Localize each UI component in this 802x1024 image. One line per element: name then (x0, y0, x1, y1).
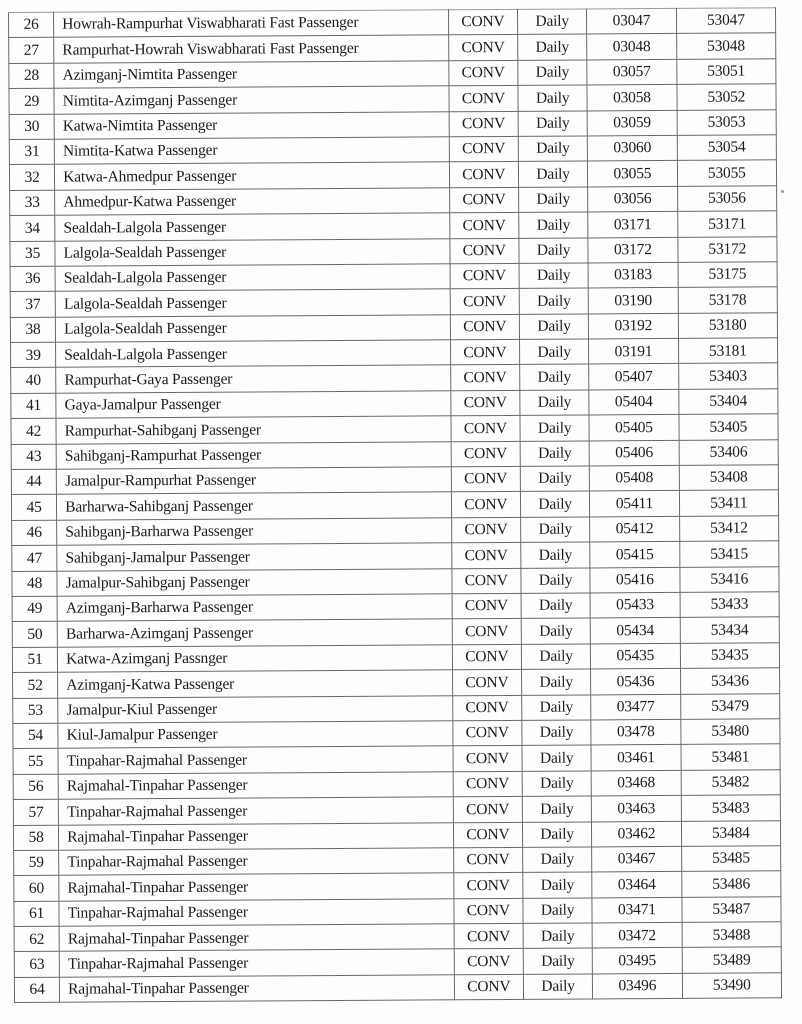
train-name-cell: Rajmahal-Tinpahar Passenger (59, 873, 454, 901)
new-train-number-cell: 53172 (677, 236, 777, 262)
frequency-cell: Daily (521, 568, 590, 594)
new-train-number-cell: 53056 (677, 186, 777, 212)
frequency-cell: Daily (518, 34, 587, 60)
new-train-number-cell: 53434 (680, 617, 780, 643)
rake-type-cell: CONV (451, 466, 520, 492)
train-name-cell: Jamalpur-Rampurhat Passenger (56, 467, 451, 495)
train-name-cell: Tinpahar-Rajmahal Passenger (58, 746, 453, 774)
frequency-cell: Daily (517, 9, 586, 35)
old-train-number-cell: 05407 (589, 364, 678, 390)
old-train-number-cell: 05404 (589, 389, 678, 415)
new-train-number-cell: 53433 (680, 592, 780, 618)
serial-number-cell: 33 (10, 190, 55, 216)
new-train-number-cell: 53047 (676, 8, 776, 34)
serial-number-cell: 58 (13, 825, 58, 851)
old-train-number-cell: 05433 (590, 592, 679, 618)
serial-number-cell: 35 (10, 241, 55, 267)
new-train-number-cell: 53435 (680, 643, 780, 669)
new-train-number-cell: 53482 (681, 770, 781, 796)
rake-type-cell: CONV (452, 695, 521, 721)
old-train-number-cell: 03059 (587, 110, 676, 136)
frequency-cell: Daily (518, 136, 587, 162)
serial-number-cell: 43 (11, 444, 56, 470)
train-name-cell: Rampurhat-Sahibganj Passenger (56, 416, 451, 444)
old-train-number-cell: 03055 (588, 161, 677, 187)
frequency-cell: Daily (520, 390, 589, 416)
new-train-number-cell: 53051 (676, 59, 776, 85)
frequency-cell: Daily (523, 923, 592, 949)
train-name-cell: Lalgola-Sealdah Passenger (56, 314, 451, 342)
old-train-number-cell: 03058 (587, 85, 676, 111)
table-body (9, 8, 782, 1003)
serial-number-cell: 29 (9, 88, 54, 114)
rake-type-cell: CONV (449, 162, 518, 188)
train-name-cell: Kiul-Jamalpur Passenger (58, 721, 453, 749)
serial-number-cell: 32 (9, 165, 54, 191)
serial-number-cell: 61 (14, 901, 59, 927)
frequency-cell: Daily (519, 187, 588, 213)
frequency-cell: Daily (519, 237, 588, 263)
serial-number-cell: 41 (11, 393, 56, 419)
rake-type-cell: CONV (450, 339, 519, 365)
train-name-cell: Sahibganj-Rampurhat Passenger (56, 441, 451, 469)
old-train-number-cell: 05415 (590, 542, 679, 568)
rake-type-cell: CONV (450, 314, 519, 340)
rake-type-cell: CONV (448, 9, 517, 35)
frequency-cell: Daily (519, 314, 588, 340)
frequency-cell: Daily (523, 948, 592, 974)
serial-number-cell: 37 (10, 292, 55, 318)
rake-type-cell: CONV (450, 263, 519, 289)
rake-type-cell: CONV (453, 746, 522, 772)
train-name-cell: Rajmahal-Tinpahar Passenger (58, 772, 453, 800)
new-train-number-cell: 53405 (679, 414, 779, 440)
rake-type-cell: CONV (453, 796, 522, 822)
new-train-number-cell: 53484 (681, 820, 781, 846)
new-train-number-cell: 53436 (680, 668, 780, 694)
rake-type-cell: CONV (449, 187, 518, 213)
train-name-cell: Sealdah-Lalgola Passenger (56, 340, 451, 368)
serial-number-cell: 64 (14, 977, 59, 1003)
frequency-cell: Daily (521, 542, 590, 568)
new-train-number-cell: 53486 (681, 871, 781, 897)
frequency-cell: Daily (518, 161, 587, 187)
frequency-cell: Daily (519, 339, 588, 365)
frequency-cell: Daily (522, 796, 591, 822)
new-train-number-cell: 53406 (679, 439, 779, 465)
old-train-number-cell: 03060 (588, 135, 677, 161)
train-name-cell: Nimtita-Azimganj Passenger (54, 86, 449, 114)
scan-speck (781, 190, 784, 193)
new-train-number-cell: 53052 (677, 84, 777, 110)
new-train-number-cell: 53180 (678, 312, 778, 338)
rake-type-cell: CONV (450, 289, 519, 315)
frequency-cell: Daily (521, 618, 590, 644)
train-name-cell: Sahibganj-Jamalpur Passenger (57, 543, 452, 571)
serial-number-cell: 49 (12, 596, 57, 622)
serial-number-cell: 56 (13, 774, 58, 800)
old-train-number-cell: 03192 (589, 313, 678, 339)
train-name-cell: Azimganj-Barharwa Passenger (57, 594, 452, 622)
frequency-cell: Daily (523, 872, 592, 898)
serial-number-cell: 40 (11, 368, 56, 394)
train-name-cell: Ahmedpur-Katwa Passenger (55, 188, 450, 216)
new-train-number-cell: 53489 (682, 947, 782, 973)
train-name-cell: Nimtita-Katwa Passenger (54, 137, 449, 165)
serial-number-cell: 59 (14, 850, 59, 876)
train-renumbering-table (8, 7, 782, 1003)
rake-type-cell: CONV (452, 568, 521, 594)
rake-type-cell: CONV (452, 593, 521, 619)
frequency-cell: Daily (522, 771, 591, 797)
old-train-number-cell: 03191 (589, 338, 678, 364)
rake-type-cell: CONV (449, 136, 518, 162)
serial-number-cell: 51 (12, 647, 57, 673)
old-train-number-cell: 03472 (592, 922, 681, 948)
old-train-number-cell: 03496 (593, 973, 682, 999)
old-train-number-cell: 03477 (591, 694, 680, 720)
rake-type-cell: CONV (451, 416, 520, 442)
old-train-number-cell: 05436 (591, 669, 680, 695)
frequency-cell: Daily (518, 60, 587, 86)
rake-type-cell: CONV (449, 60, 518, 86)
train-name-cell: Tinpahar-Rajmahal Passenger (59, 848, 454, 876)
new-train-number-cell: 53408 (679, 465, 779, 491)
rake-type-cell: CONV (451, 517, 520, 543)
train-name-cell: Sahibganj-Barharwa Passenger (57, 518, 452, 546)
rake-type-cell: CONV (448, 35, 517, 61)
serial-number-cell: 60 (14, 875, 59, 901)
new-train-number-cell: 53181 (678, 338, 778, 364)
old-train-number-cell: 03047 (587, 8, 676, 34)
new-train-number-cell: 53480 (680, 719, 780, 745)
new-train-number-cell: 53490 (682, 973, 782, 999)
old-train-number-cell: 03478 (591, 719, 680, 745)
table-row (14, 973, 781, 1003)
serial-number-cell: 34 (10, 215, 55, 241)
frequency-cell: Daily (523, 974, 592, 1000)
new-train-number-cell: 53411 (679, 490, 779, 516)
frequency-cell: Daily (522, 821, 591, 847)
frequency-cell: Daily (521, 669, 590, 695)
old-train-number-cell: 03183 (588, 262, 677, 288)
frequency-cell: Daily (521, 593, 590, 619)
frequency-cell: Daily (519, 263, 588, 289)
rake-type-cell: CONV (450, 365, 519, 391)
new-train-number-cell: 53412 (679, 516, 779, 542)
old-train-number-cell: 03048 (587, 34, 676, 60)
rake-type-cell: CONV (451, 543, 520, 569)
train-name-cell: Lalgola-Sealdah Passenger (55, 289, 450, 317)
new-train-number-cell: 53483 (681, 795, 781, 821)
rake-type-cell: CONV (453, 822, 522, 848)
old-train-number-cell: 03463 (592, 796, 681, 822)
new-train-number-cell: 53488 (682, 922, 782, 948)
train-name-cell: Tinpahar-Rajmahal Passenger (58, 797, 453, 825)
train-name-cell: Lalgola-Sealdah Passenger (55, 238, 450, 266)
rake-type-cell: CONV (452, 619, 521, 645)
rake-type-cell: CONV (449, 213, 518, 239)
old-train-number-cell: 05411 (590, 491, 679, 517)
old-train-number-cell: 03468 (591, 770, 680, 796)
train-name-cell: Katwa-Nimtita Passenger (54, 111, 449, 139)
new-train-number-cell: 53175 (678, 262, 778, 288)
new-train-number-cell: 53416 (679, 566, 779, 592)
train-name-cell: Tinpahar-Rajmahal Passenger (59, 949, 454, 977)
frequency-cell: Daily (521, 644, 590, 670)
serial-number-cell: 26 (9, 12, 54, 38)
new-train-number-cell: 53053 (677, 109, 777, 135)
new-train-number-cell: 53048 (676, 33, 776, 59)
new-train-number-cell: 53403 (678, 363, 778, 389)
train-name-cell: Jamalpur-Sahibganj Passenger (57, 568, 452, 596)
train-name-cell: Jamalpur-Kiul Passenger (58, 695, 453, 723)
serial-number-cell: 42 (11, 418, 56, 444)
frequency-cell: Daily (522, 745, 591, 771)
old-train-number-cell: 03464 (592, 872, 681, 898)
train-name-cell: Barharwa-Sahibganj Passenger (57, 492, 452, 520)
old-train-number-cell: 05416 (590, 567, 679, 593)
frequency-cell: Daily (522, 720, 591, 746)
old-train-number-cell: 03461 (591, 745, 680, 771)
serial-number-cell: 52 (13, 672, 58, 698)
frequency-cell: Daily (519, 212, 588, 238)
serial-number-cell: 36 (10, 266, 55, 292)
rake-type-cell: CONV (451, 441, 520, 467)
serial-number-cell: 62 (14, 926, 59, 952)
rake-type-cell: CONV (453, 720, 522, 746)
train-name-cell: Katwa-Ahmedpur Passenger (55, 162, 450, 190)
serial-number-cell: 63 (14, 952, 59, 978)
old-train-number-cell: 03172 (588, 237, 677, 263)
old-train-number-cell: 05408 (590, 465, 679, 491)
new-train-number-cell: 53485 (681, 846, 781, 872)
old-train-number-cell: 03171 (588, 212, 677, 238)
old-train-number-cell: 05405 (589, 415, 678, 441)
new-train-number-cell: 53415 (679, 541, 779, 567)
old-train-number-cell: 03462 (592, 821, 681, 847)
serial-number-cell: 50 (12, 622, 57, 648)
frequency-cell: Daily (520, 364, 589, 390)
old-train-number-cell: 03495 (592, 948, 681, 974)
rake-type-cell: CONV (454, 974, 523, 1000)
new-train-number-cell: 53178 (678, 287, 778, 313)
serial-number-cell: 39 (11, 342, 56, 368)
train-name-cell: Tinpahar-Rajmahal Passenger (59, 898, 454, 926)
serial-number-cell: 48 (12, 571, 57, 597)
train-name-cell: Azimganj-Nimtita Passenger (54, 61, 449, 89)
frequency-cell: Daily (522, 694, 591, 720)
rake-type-cell: CONV (454, 949, 523, 975)
rake-type-cell: CONV (449, 86, 518, 112)
rake-type-cell: CONV (449, 111, 518, 137)
old-train-number-cell: 05406 (589, 440, 678, 466)
old-train-number-cell: 03190 (588, 288, 677, 314)
rake-type-cell: CONV (454, 923, 523, 949)
frequency-cell: Daily (518, 111, 587, 137)
serial-number-cell: 31 (9, 139, 54, 165)
frequency-cell: Daily (520, 466, 589, 492)
new-train-number-cell: 53481 (681, 744, 781, 770)
serial-number-cell: 28 (9, 63, 54, 89)
train-name-cell: Gaya-Jamalpur Passenger (56, 391, 451, 419)
train-name-cell: Sealdah-Lalgola Passenger (55, 264, 450, 292)
new-train-number-cell: 53404 (678, 389, 778, 415)
rake-type-cell: CONV (454, 898, 523, 924)
new-train-number-cell: 53055 (677, 160, 777, 186)
rake-type-cell: CONV (452, 644, 521, 670)
serial-number-cell: 38 (10, 317, 55, 343)
frequency-cell: Daily (523, 898, 592, 924)
train-name-cell: Katwa-Azimganj Passnger (58, 645, 453, 673)
old-train-number-cell: 05435 (591, 643, 680, 669)
frequency-cell: Daily (523, 847, 592, 873)
train-name-cell: Rajmahal-Tinpahar Passenger (59, 924, 454, 952)
serial-number-cell: 55 (13, 749, 58, 775)
serial-number-cell: 30 (9, 114, 54, 140)
serial-number-cell: 53 (13, 698, 58, 724)
frequency-cell: Daily (521, 517, 590, 543)
old-train-number-cell: 03057 (587, 59, 676, 85)
train-name-cell: Rampurhat-Gaya Passenger (56, 365, 451, 393)
rake-type-cell: CONV (452, 670, 521, 696)
rake-type-cell: CONV (451, 390, 520, 416)
train-name-cell: Rajmahal-Tinpahar Passenger (60, 975, 455, 1003)
old-train-number-cell: 03056 (588, 186, 677, 212)
serial-number-cell: 45 (11, 495, 56, 521)
new-train-number-cell: 53054 (677, 135, 777, 161)
rake-type-cell: CONV (451, 492, 520, 518)
train-name-cell: Sealdah-Lalgola Passenger (55, 213, 450, 241)
serial-number-cell: 54 (13, 723, 58, 749)
frequency-cell: Daily (520, 441, 589, 467)
serial-number-cell: 44 (11, 469, 56, 495)
frequency-cell: Daily (518, 85, 587, 111)
frequency-cell: Daily (519, 288, 588, 314)
new-train-number-cell: 53479 (680, 693, 780, 719)
train-name-cell: Howrah-Rampurhat Viswabharati Fast Passenger (54, 10, 449, 38)
old-train-number-cell: 03467 (592, 846, 681, 872)
rake-type-cell: CONV (453, 873, 522, 899)
serial-number-cell: 47 (12, 545, 57, 571)
old-train-number-cell: 03471 (592, 897, 681, 923)
train-name-cell: Barharwa-Azimganj Passenger (57, 619, 452, 647)
train-name-cell: Rajmahal-Tinpahar Passenger (59, 822, 454, 850)
old-train-number-cell: 05412 (590, 516, 679, 542)
frequency-cell: Daily (520, 491, 589, 517)
serial-number-cell: 27 (9, 38, 54, 64)
new-train-number-cell: 53171 (677, 211, 777, 237)
old-train-number-cell: 05434 (590, 618, 679, 644)
train-name-cell: Rampurhat-Howrah Viswabharati Fast Passenger (54, 35, 449, 63)
frequency-cell: Daily (520, 415, 589, 441)
serial-number-cell: 57 (13, 799, 58, 825)
train-name-cell: Azimganj-Katwa Passenger (58, 670, 453, 698)
rake-type-cell: CONV (450, 238, 519, 264)
serial-number-cell: 46 (12, 520, 57, 546)
rake-type-cell: CONV (453, 771, 522, 797)
new-train-number-cell: 53487 (681, 896, 781, 922)
rake-type-cell: CONV (453, 847, 522, 873)
